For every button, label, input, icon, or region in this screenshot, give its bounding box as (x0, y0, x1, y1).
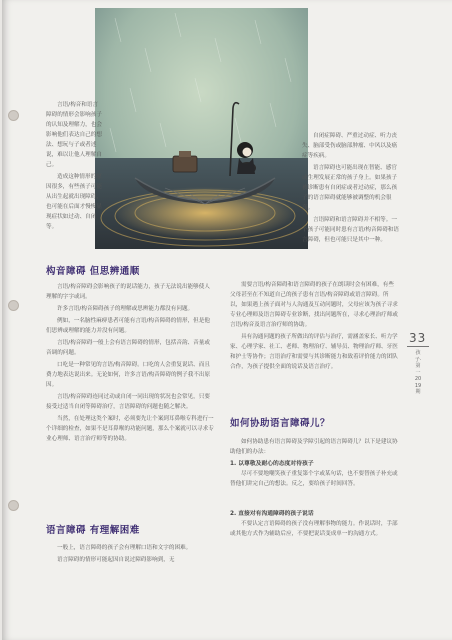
paragraph: 言语/构音障碍一般上会有语言障碍的情形，包括音韵、音量或音调的问题。 (46, 340, 210, 356)
section-heading-articulation: 构音障碍 但思辨通顺 (46, 266, 140, 277)
binding-hole (8, 300, 19, 311)
paragraph: 语言障碍也可能出现在智能、感官或生理发展正常的孩子身上。如果孩子被诊断患有自闭症或者过动症，那么孩子的语言障碍就能够被调整的机会很高。 (302, 165, 398, 211)
binding-hole (8, 110, 19, 121)
tip-text: 尽可不要地嘲笑孩子重复第个字或某句话，也不要替孩子补充或替他们讲完自己的想法。反之，要给孩子时间回答。 (230, 471, 398, 487)
section-body-how-to-help (230, 437, 398, 541)
intro-text-left (46, 100, 102, 234)
paragraph: 言语/构音和语言障碍的情形会影响孩子的认知及理解力，也会影响他们表达自己的想法、想玩与子或者述说，难以让他人理解自己。 (46, 102, 102, 168)
section-heading-how-to-help: 如何协助语言障碍儿？ (230, 418, 331, 429)
paragraph: 例如，一名脑性麻痹患者可能有言语/构音障碍的情形，但是他们思辨或理解的能力并没有问题。 (46, 318, 210, 334)
tip-title: 2. 直接对有沟通障碍的孩子说话 (230, 511, 314, 517)
page-number-divider (407, 346, 429, 347)
umbrella-boat-image (95, 8, 308, 249)
diagnosis-text (230, 280, 398, 374)
paragraph: 许多言语/构音障碍孩子的理解或思辨能力都没有问题。 (57, 306, 194, 312)
section-body-articulation (46, 282, 214, 446)
paragraph: 言语/构音障碍连同过动或自闭一同出现的状况也会常见，只要接受过适当自闭等障碍治疗，言语障碍的问题也随之解决。 (46, 394, 210, 410)
paragraph: 具有沟通问题的孩子所做出的评估与治疗，需涵盖家长、听力学家、心理学家、社工、老师、物理治疗、辅导员、物理治疗师、牙医和护士等协作；言语治疗和需要与其诊断能力和致着评价能力的团队合作，为孩子提供全面的说话及语言治疗。 (230, 334, 398, 370)
paragraph: 需要言语/构音障碍和语言障碍的孩子在朗读时会有困难，有些父母甚至在不知道自己的孩子患有言语/构音障碍或语言障碍。所以，如果遇上孩子面对与人沟通及互动问题时，父母应该为孩子寻求专业心理师及语言障碍专业诊断，找出问题所在，寻求心理治疗师或言语/构音及语言治疗师的协助。 (230, 282, 398, 328)
paragraph: 言语/构音障碍会影响孩子的说话能力，孩子无法说出能够使人理解的字字或词。 (46, 284, 210, 300)
paragraph: 一般上，语言障碍的孩子会有理解口语和文字的困难。 (57, 545, 192, 551)
intro-text-right (302, 131, 402, 247)
section-body-language-disorder (46, 543, 214, 567)
paragraph: 口吃是一种常见的言语/构音障碍。口吃的人会重复说话、而且费力地表达说出来。无论如何，许多言语/构音障碍的例子我不出原因。 (46, 362, 211, 388)
magazine-issue-label: 孩子·第一2019期 (414, 350, 422, 395)
paragraph: 当然，在处理这类个案时，必须要先让个案到耳鼻喉专科进行一个详细的检查，如果不是耳鼻喉的功能问题，那么个案就可以寻求专业心理师、语言治疗师等的协助。 (46, 416, 214, 442)
paragraph: 自闭症障碍、严重过动症、听力丧失、脑部受伤或脑部肿瘤、中风以及癌症等疾病。 (302, 133, 398, 159)
section-heading-language-disorder: 语言障碍 有理解困难 (46, 525, 140, 536)
binding-hole (8, 500, 19, 511)
tip-item (230, 459, 398, 489)
paragraph: 言语障碍和语言障碍并不相等。一个孩子可能同时患有言语/构音障碍和语言障碍，但也可能只是其中一种。 (302, 217, 399, 243)
magazine-page (2, 0, 452, 640)
paragraph: 语言障碍的情形可能起因自说过障碍影响到，无 (57, 557, 175, 563)
tip-item (230, 509, 398, 539)
umbrella-boat-illustration (95, 8, 308, 249)
tip-title: 1. 以尊敬及耐心的态度对待孩子 (230, 461, 314, 467)
tip-text: 不要认定言语障碍的孩子没有理解事物的能力。作说话时，手部或其他方式作为辅助后应，不要把说话变成单一的沟通方式。 (230, 521, 398, 537)
page-number: 33 (409, 331, 427, 345)
paragraph: 如何协助患有语言障碍及学障引起的语言障碍儿？以下是建议协助他们的办法： (230, 439, 398, 455)
paragraph: 造成这种情形的原因很多，有些孩子可能从出生起就出现障碍，也可能在后面才慢慢显现症状如过动、自闭等。 (46, 174, 102, 230)
